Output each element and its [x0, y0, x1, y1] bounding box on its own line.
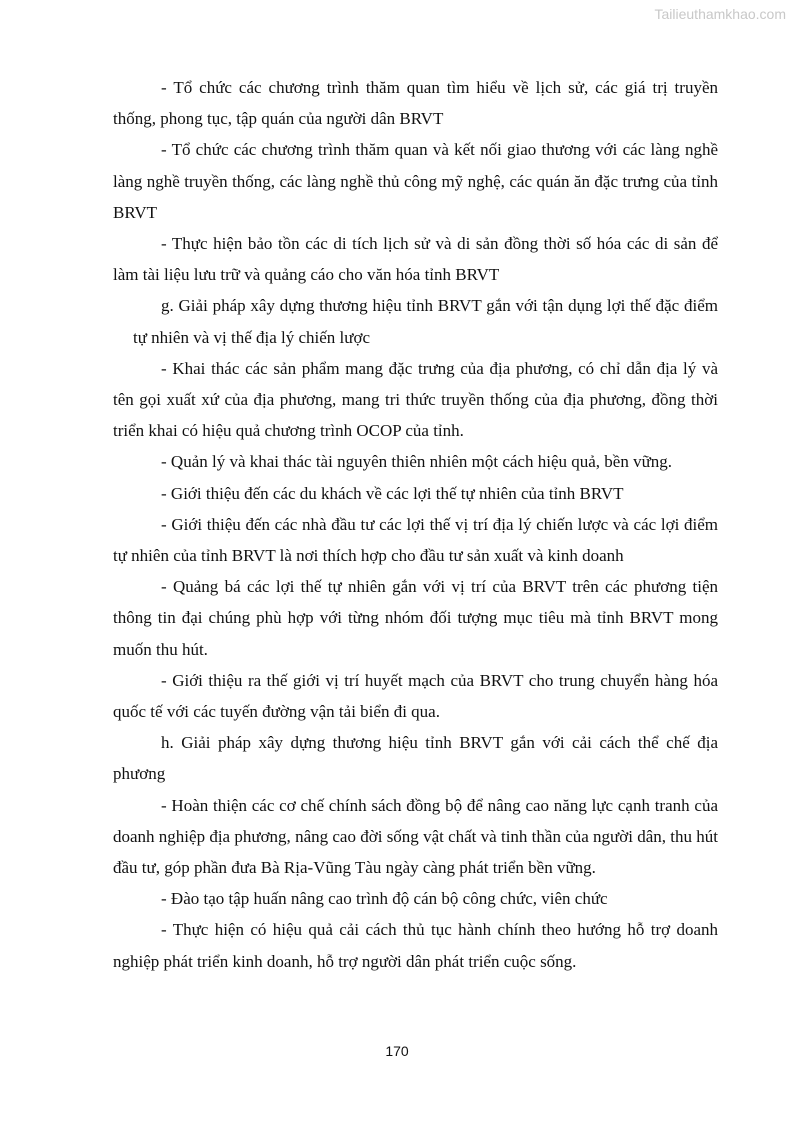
- paragraph: - Hoàn thiện các cơ chế chính sách đồng bộ để nâng cao năng lực cạnh tranh của doanh nghiệp địa phương, nâng cao đời sống vật chất và tinh thần của người dân, thu hút đầu tư, góp phần đưa Bà Rịa-Vũng Tàu ngày càng phát triển bền vững.: [113, 795, 718, 878]
- section-heading-g: g. Giải pháp xây dựng thương hiệu tỉnh BRVT gắn với tận dụng lợi thế đặc điểm tự nhiên và vị thế địa lý chiến lược: [133, 296, 718, 347]
- paragraph: - Tổ chức các chương trình thăm quan tìm hiểu về lịch sử, các giá trị truyền thống, phong tục, tập quán của người dân BRVT: [113, 78, 718, 129]
- paragraph: - Quảng bá các lợi thế tự nhiên gắn với vị trí của BRVT trên các phương tiện thông tin đại chúng phù hợp với từng nhóm đối tượng mục tiêu mà tỉnh BRVT mong muốn thu hút.: [113, 577, 718, 659]
- section-heading-h: h. Giải pháp xây dựng thương hiệu tỉnh BRVT gắn với cải cách thể chế địa phương: [113, 733, 718, 784]
- paragraph: - Giới thiệu đến các du khách về các lợi thế tự nhiên của tỉnh BRVT: [161, 483, 624, 503]
- paragraph: - Thực hiện có hiệu quả cải cách thủ tục hành chính theo hướng hỗ trợ doanh nghiệp phát triển kinh doanh, hỗ trợ người dân phát triển cuộc sống.: [113, 920, 718, 971]
- paragraph: - Giới thiệu ra thế giới vị trí huyết mạch của BRVT cho trung chuyển hàng hóa quốc tế với các tuyến đường vận tải biển đi qua.: [113, 670, 718, 722]
- paragraph: - Đào tạo tập huấn nâng cao trình độ cán bộ công chức, viên chức: [161, 889, 608, 909]
- paragraph: - Tổ chức các chương trình thăm quan và kết nối giao thương với các làng nghề làng nghề truyền thống, các làng nghề thủ công mỹ nghệ, các quán ăn đặc trưng của tỉnh BRVT: [113, 140, 718, 222]
- paragraph: - Giới thiệu đến các nhà đầu tư các lợi thế vị trí địa lý chiến lược và các lợi điểm tự nhiên của tỉnh BRVT là nơi thích hợp cho đầu tư sản xuất và kinh doanh: [113, 514, 718, 566]
- watermark: Tailieuthamkhao.com: [654, 6, 786, 22]
- document-body: [113, 72, 718, 977]
- page-number: 170: [385, 1043, 409, 1059]
- paragraph: - Thực hiện bảo tồn các di tích lịch sử và di sản đồng thời số hóa các di sản để làm tài liệu lưu trữ và quảng cáo cho văn hóa tỉnh BRVT: [113, 234, 718, 285]
- paragraph: - Khai thác các sản phẩm mang đặc trưng của địa phương, có chỉ dẫn địa lý và tên gọi xuất xứ của địa phương, mang tri thức truyền thống của địa phương, đồng thời triển khai có hiệu quả chương trình OCOP của tỉnh.: [113, 358, 718, 441]
- paragraph: - Quản lý và khai thác tài nguyên thiên nhiên một cách hiệu quả, bền vững.: [161, 452, 673, 472]
